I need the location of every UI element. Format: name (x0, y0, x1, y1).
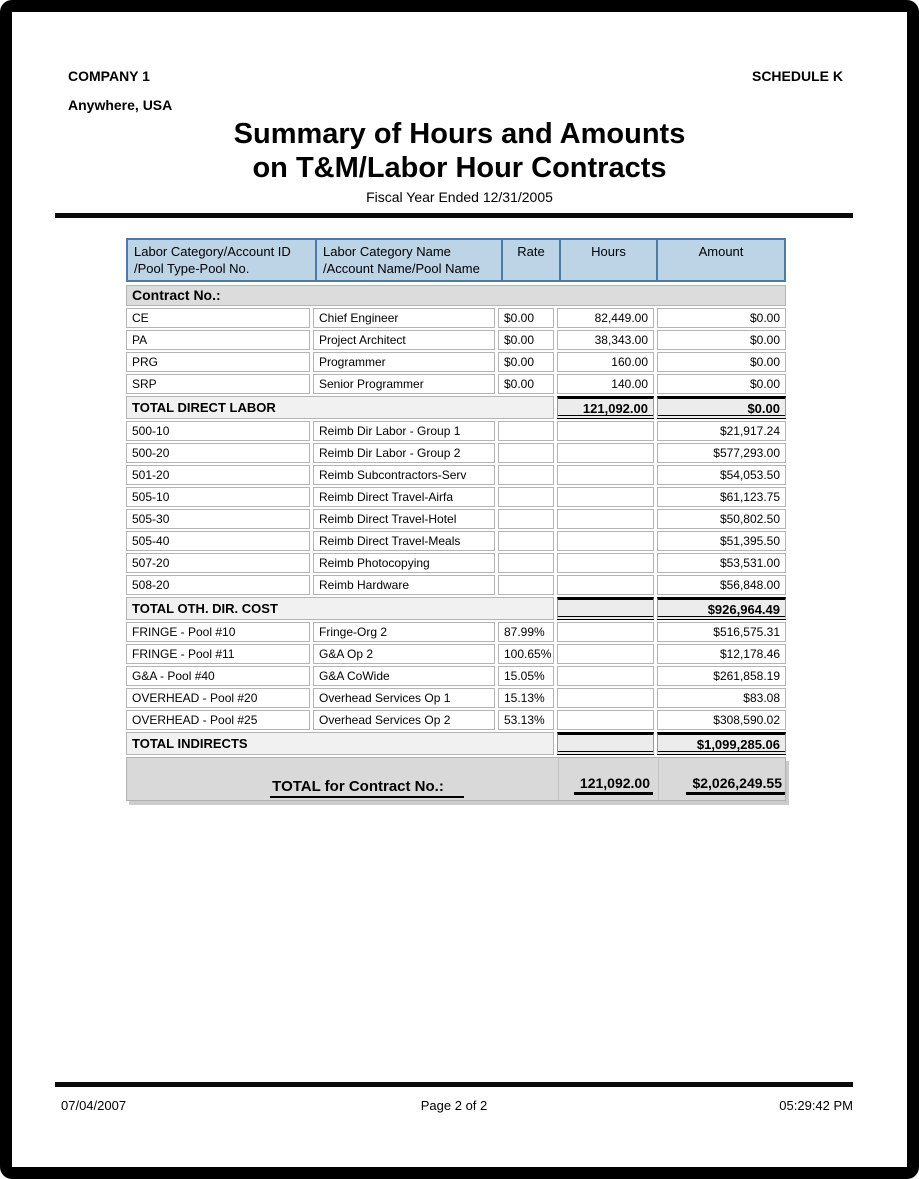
header-labor-category (128, 240, 315, 280)
footer-rule (55, 1082, 853, 1087)
rate-cell (498, 575, 554, 595)
total-row (126, 396, 786, 419)
rate-cell (498, 487, 554, 507)
labor-name-cell: Fringe-Org 2 (313, 622, 495, 642)
hours-cell (557, 644, 654, 664)
amount-cell: $56,848.00 (657, 575, 786, 595)
contract-section-label: Contract No.: (126, 285, 786, 306)
report-page (12, 12, 907, 1167)
hours-cell (557, 622, 654, 642)
rate-cell: 15.13% (498, 688, 554, 708)
labor-category-cell: G&A - Pool #40 (126, 666, 310, 686)
hours-cell (557, 531, 654, 551)
total-row (126, 597, 786, 620)
labor-name-cell: Reimb Dir Labor - Group 1 (313, 421, 495, 441)
labor-category-cell: 501-20 (126, 465, 310, 485)
labor-category-cell: 505-30 (126, 509, 310, 529)
labor-category-cell: 505-10 (126, 487, 310, 507)
labor-name-cell: Reimb Photocopying (313, 553, 495, 573)
total-amount-cell: $926,964.49 (657, 597, 786, 620)
contract-section-row (126, 285, 786, 306)
table-row (126, 553, 786, 573)
rate-cell (498, 465, 554, 485)
table-row (126, 710, 786, 730)
amount-cell: $12,178.46 (657, 644, 786, 664)
table-row (126, 330, 786, 350)
rate-cell: $0.00 (498, 352, 554, 372)
labor-category-cell: PA (126, 330, 310, 350)
rate-cell (498, 509, 554, 529)
hours-cell: 82,449.00 (557, 308, 654, 328)
footer-time: 05:29:42 PM (779, 1098, 853, 1113)
total-row (126, 732, 786, 755)
amount-cell: $0.00 (657, 330, 786, 350)
grand-total-amount-value: $2,026,249.55 (686, 775, 785, 795)
grand-total-hours-cell (558, 758, 655, 800)
hours-cell (557, 443, 654, 463)
labor-category-cell: PRG (126, 352, 310, 372)
table-row (126, 531, 786, 551)
header-labor-name-line2: /Account Name/Pool Name (323, 261, 480, 276)
hours-cell: 160.00 (557, 352, 654, 372)
table-row (126, 509, 786, 529)
rate-cell (498, 443, 554, 463)
amount-cell: $577,293.00 (657, 443, 786, 463)
header-labor-category-line2: /Pool Type-Pool No. (134, 261, 250, 276)
amount-cell: $53,531.00 (657, 553, 786, 573)
table-row (126, 666, 786, 686)
hours-cell (557, 465, 654, 485)
header-labor-name-line1: Labor Category Name (323, 244, 451, 259)
header-rate: Rate (501, 240, 559, 280)
total-label: TOTAL DIRECT LABOR (126, 396, 554, 419)
labor-name-cell: Reimb Dir Labor - Group 2 (313, 443, 495, 463)
table-row (126, 622, 786, 642)
grand-total-label (127, 778, 496, 800)
grand-total-label-text: TOTAL for Contract No.: (270, 778, 464, 798)
labor-category-cell: 507-20 (126, 553, 310, 573)
footer-page-number: Page 2 of 2 (420, 1098, 488, 1113)
header-rule (55, 213, 853, 218)
amount-cell: $308,590.02 (657, 710, 786, 730)
total-hours-cell (557, 597, 654, 620)
labor-category-cell: 500-10 (126, 421, 310, 441)
hours-cell (557, 421, 654, 441)
hours-cell (557, 487, 654, 507)
labor-category-cell: 505-40 (126, 531, 310, 551)
amount-cell: $0.00 (657, 308, 786, 328)
table-row (126, 487, 786, 507)
report-table (126, 238, 786, 801)
hours-cell: 38,343.00 (557, 330, 654, 350)
amount-cell: $261,858.19 (657, 666, 786, 686)
labor-name-cell: Reimb Subcontractors-Serv (313, 465, 495, 485)
amount-cell: $21,917.24 (657, 421, 786, 441)
header-labor-name (315, 240, 501, 280)
report-title (12, 117, 907, 185)
labor-category-cell: OVERHEAD - Pool #20 (126, 688, 310, 708)
grand-total-amount-cell (658, 758, 787, 800)
rate-cell: 87.99% (498, 622, 554, 642)
table-row (126, 443, 786, 463)
grand-total-row (126, 757, 786, 801)
hours-cell (557, 575, 654, 595)
rate-cell: 100.65% (498, 644, 554, 664)
table-body (126, 285, 786, 801)
rate-cell: $0.00 (498, 374, 554, 394)
total-label: TOTAL OTH. DIR. COST (126, 597, 554, 620)
labor-name-cell: Senior Programmer (313, 374, 495, 394)
amount-cell: $51,395.50 (657, 531, 786, 551)
rate-cell: 15.05% (498, 666, 554, 686)
amount-cell: $50,802.50 (657, 509, 786, 529)
labor-name-cell: Chief Engineer (313, 308, 495, 328)
rate-cell (498, 553, 554, 573)
rate-cell (498, 421, 554, 441)
schedule-label: SCHEDULE K (751, 68, 843, 84)
labor-category-cell: 500-20 (126, 443, 310, 463)
total-amount-cell: $1,099,285.06 (657, 732, 786, 755)
table-row (126, 465, 786, 485)
labor-name-cell: Reimb Direct Travel-Meals (313, 531, 495, 551)
labor-category-cell: CE (126, 308, 310, 328)
rate-cell: $0.00 (498, 308, 554, 328)
total-hours-cell (557, 732, 654, 755)
labor-name-cell: G&A CoWide (313, 666, 495, 686)
header-labor-category-line1: Labor Category/Account ID (134, 244, 291, 259)
company-name: COMPANY 1 (68, 68, 150, 84)
labor-name-cell: Reimb Hardware (313, 575, 495, 595)
table-row (126, 308, 786, 328)
total-hours-cell: 121,092.00 (557, 396, 654, 419)
hours-cell: 140.00 (557, 374, 654, 394)
rate-cell: 53.13% (498, 710, 554, 730)
table-header-row (126, 238, 786, 282)
labor-category-cell: 508-20 (126, 575, 310, 595)
labor-name-cell: Project Architect (313, 330, 495, 350)
table-row (126, 575, 786, 595)
labor-name-cell: Reimb Direct Travel-Airfa (313, 487, 495, 507)
amount-cell: $0.00 (657, 352, 786, 372)
table-row (126, 352, 786, 372)
rate-cell: $0.00 (498, 330, 554, 350)
labor-category-cell: OVERHEAD - Pool #25 (126, 710, 310, 730)
labor-name-cell: Overhead Services Op 2 (313, 710, 495, 730)
total-amount-cell: $0.00 (657, 396, 786, 419)
rate-cell (498, 531, 554, 551)
labor-name-cell: Overhead Services Op 1 (313, 688, 495, 708)
amount-cell: $0.00 (657, 374, 786, 394)
table-row (126, 374, 786, 394)
amount-cell: $54,053.50 (657, 465, 786, 485)
header-hours: Hours (559, 240, 656, 280)
company-location: Anywhere, USA (68, 97, 173, 113)
report-title-line2: on T&M/Labor Hour Contracts (252, 152, 667, 184)
labor-category-cell: SRP (126, 374, 310, 394)
footer-date: 07/04/2007 (61, 1098, 127, 1113)
hours-cell (557, 688, 654, 708)
header-amount: Amount (656, 240, 784, 280)
labor-category-cell: FRINGE - Pool #11 (126, 644, 310, 664)
hours-cell (557, 666, 654, 686)
report-subtitle: Fiscal Year Ended 12/31/2005 (366, 189, 553, 205)
labor-category-cell: FRINGE - Pool #10 (126, 622, 310, 642)
total-label: TOTAL INDIRECTS (126, 732, 554, 755)
amount-cell: $516,575.31 (657, 622, 786, 642)
report-title-line1: Summary of Hours and Amounts (233, 118, 686, 150)
amount-cell: $61,123.75 (657, 487, 786, 507)
labor-name-cell: Reimb Direct Travel-Hotel (313, 509, 495, 529)
labor-name-cell: Programmer (313, 352, 495, 372)
hours-cell (557, 710, 654, 730)
labor-name-cell: G&A Op 2 (313, 644, 495, 664)
table-row (126, 644, 786, 664)
grand-total-hours-value: 121,092.00 (574, 775, 653, 795)
hours-cell (557, 509, 654, 529)
hours-cell (557, 553, 654, 573)
table-row (126, 688, 786, 708)
amount-cell: $83.08 (657, 688, 786, 708)
table-row (126, 421, 786, 441)
